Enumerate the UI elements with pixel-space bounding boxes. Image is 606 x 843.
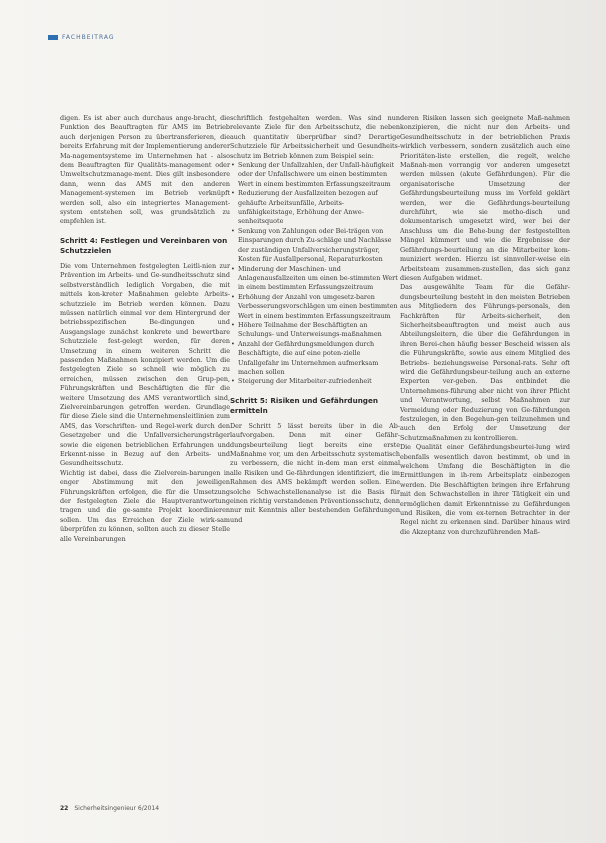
list-item: • Senkung von Zahlungen oder Bei-trägen von Einsparungen durch Zu-schläge und Nachlässe der zuständigen Unfallversicherungsträger, Kosten für Ausfallpersonal, Reparaturkosten bbox=[230, 227, 400, 265]
section-heading: Schritt 4: Festlegen und Vereinbaren von Schutzzielen bbox=[60, 235, 228, 255]
text-column-3 bbox=[400, 114, 570, 537]
paragraph: schriftlich festgehalten werden. Was sind nun relevante Ziele für den Arbeitsschutz, die neben auch quantitativ überprüfbar sind? Derartige Schutzziele für Arbeitssicherheit und Gesundheits-schutz im Betrieb können zum Beispiel sein: bbox=[230, 114, 400, 160]
list-item: • Steigerung der Mitarbeiter-zufriedenheit bbox=[230, 377, 400, 386]
bullet-list bbox=[230, 161, 400, 387]
page-footer bbox=[60, 805, 159, 812]
paragraph: Die Qualität einer Gefährdungsbeurtei-lung wird ebenfalls wesentlich davon bestimmt, ob und in welchem Umfang die Beschäftigten in die Ermittlungen in ih-rem Arbeitsplatz einbezogen werden. Die Beschäftigten bringen ihre Erfahrung mit den Schwachstellen in ihrer Tätigkeit ein und ermöglichen damit Erkenntnisse zu Gefährdungen und Risiken, die vom ex-ternen Betrachter in der Regel nicht zu erkennen sind. Darüber hinaus wird die Akzeptanz von durchzuführenden Maß- bbox=[400, 443, 570, 536]
kicker-label: FACHBEITRAG bbox=[62, 34, 115, 41]
list-item: • Anzahl der Gefährdungsmeldungen durch Beschäftigte, die auf eine poten-zielle Unfallgefahr im Unternehmen aufmerksam machen sollen bbox=[230, 340, 400, 378]
paragraph: deren Risiken lassen sich geeignete Maß-nahmen konzipieren, die nicht nur den Arbeits- und Gesundheitsschutz in der betrieblichen Praxis wirklich verbessern, sondern zusätzlich auch eine Prioritäten-liste erstellen, die regelt, welche Maßnah-men vorrangig vor anderen umgesetzt werden müssen (akute Gefährdungen). Für die organisatorische Umsetzung der Gefährdungsbeurteilung muss im Vorfeld geklärt werden, wer die Gefährdungs-beurteilung durchführt, wie sie metho-disch und dokumentarisch umgesetzt wird, wer bei der Anschluss um die Behe-bung der festgestellten Mängel kümmert und wie die Ergebnisse der Gefährdungs-beurteilung an die Mitarbeiter kom-muniziert werden. Hierzu ist sinnvoller-weise ein Arbeitsteam zusammen-zustellen, das sich ganz diesen Aufgaben widmet. bbox=[400, 114, 570, 282]
text-column-2 bbox=[230, 114, 400, 525]
paragraph: Der Schritt 5 lässt bereits über in die Ab-laufvorgaben. Denn mit einer Gefähr-dungsbeurteilung liegt bereits eine erste Maßnahme vor, um den Arbeitsschutz systematisch zu verbessern, die nicht in-dem man erst einmal alle Risiken und Ge-fährdungen identifiziert, die im Rahmen des AMS bekämpft werden sollen. Eine solche Schwachstellenanalyse ist die Basis für einen richtig verstandenen Präventionsschutz, denn nur mit Kenntnis aller bestehenden Gefährdungen und bbox=[230, 421, 400, 524]
list-item: • Reduzierung der Ausfallzeiten bezogen auf gehäufte Arbeitsunfälle, Arbeits-unfähigkeitstage, Erhöhung der Anwe-senheitsquote bbox=[230, 189, 400, 227]
list-item: • Höhere Teilnahme der Beschäftigten an Schulungs- und Unterweisungs-maßnahmen bbox=[230, 321, 400, 340]
paragraph: digen. Es ist aber auch durchaus ange-bracht, die Funktion des Beauftragten für AMS im Betrieb auch derjenigen Person zu übertransferieren, die bereits Erfahrung mit der Implementierung anderer Ma-nagementsysteme im Unternehmen hat - also dem Beauftragten für Qualitäts-management oder Umweltschutzmanage-ment. Dies gilt insbesondere dann, wenn das AMS mit den anderen Management-systemen im Betrieb verknüpft werden soll, also ein integriertes Management-system entstehen soll, was grundsätzlich zu empfehlen ist. bbox=[60, 114, 230, 226]
list-item: • Erhöhung der Anzahl von umgesetz-baren Verbesserungsvorschlägen um einen bestimmten Wert in einem bestimmten Erfassungszeitraum bbox=[230, 293, 400, 321]
list-item: • Minderung der Maschinen- und Anlagenausfallzeiten um einen be-stimmten Wert in einem bestimmten Erfassungszeitraum bbox=[230, 265, 400, 293]
section-heading: Schritt 5: Risiken und Gefährdungen ermitteln bbox=[230, 395, 378, 415]
journal-name: Sicherheitsingenieur 6/2014 bbox=[74, 805, 160, 812]
section-kicker bbox=[48, 34, 115, 41]
text-column-1 bbox=[60, 114, 230, 544]
page-number: 22 bbox=[60, 805, 69, 812]
paragraph: Das ausgewählte Team für die Gefähr-dungsbeurteilung besteht in den meisten Betrieben aus Mitgliedern des Führungs-personals, den Fachkräften für Arbeits-sicherheit, den Sicherheitsbeauftragten und meist auch aus Abteilungsleitern, die über die Gefährdungen in ihren Berei-chen häufig besser Bescheid wissen als die Führungskräfte, sowie aus einem Mitglied des Betriebs- beziehungsweise Personal-rats. Sehr oft wird die Gefährdungsbeur-teilung auch an externe Experten ver-geben. Das entbindet die Unternehmens-führung aber nicht von ihrer Pflicht und Verantwortung, selbst Maßnahmen zur Vermeidung oder Reduzierung von Ge-fährdungen festzulegen, in den Begehun-gen teilzunehmen und auch den Erfolg der Umsetzung der Schutzmaßnahmen zu kontrollieren. bbox=[400, 283, 570, 442]
paragraph: Wichtig ist dabei, dass die Zielverein-barungen in enger Abstimmung mit den jeweiligen Führungskräften erfolgen, die für die Umsetzung der festgelegten Ziele die Hauptverantwortung tragen und die ge-samte Projekt koordinieren sollen. Um das Erreichen der Ziele wirk-sam überprüfen zu können, sollten auch zu dieser Stelle alle Vereinbarungen bbox=[60, 468, 230, 543]
paragraph: Die vom Unternehmen festgelegten Leitli-nien zur Prävention im Arbeits- und Ge-sundheitsschutz sind selbstverständlich lediglich Vorgaben, die mit mittels kon-kreter Maßnahmen gelebte Arbeits-schutzziele im Betrieb werden können. Dazu müssen natürlich einmal vor dem Hintergrund der betriebsspezifischen Be-dingungen und Ausgangslage zunächst konkrete und bewertbare Schutzziele fest-gelegt werden, für deren Umsetzung in einem weiteren Schritt die passenden Maßnahmen konzipiert werden. Um die festgelegten Ziele so schnell wie möglich zu erreichen, müssen zwischen den Grup-pen, Führungskräften und Beschäftigten die für die weitere Umsetzung des AMS verantwortlich sind, Zielvereinbarungen getroffen werden. Grundlage für diese Ziele sind die Unternehmensleitlinien zum AMS, das Vorschriften- und Regel-werk durch den Gesetzgeber und die Unfallversicherungsträger sowie die eigenen betrieblichen Erfahrungen und Erkennt-nisse in Bezug auf den Arbeits- und Gesundheitsschutz. bbox=[60, 261, 230, 468]
list-item: • Senkung der Unfallzahlen, der Unfall-häufigkeit oder der Unfallschwere um einen bestimmten Wert in einem bestimmten Erfassungszeitraum bbox=[230, 161, 400, 189]
kicker-accent-bar bbox=[48, 35, 58, 40]
